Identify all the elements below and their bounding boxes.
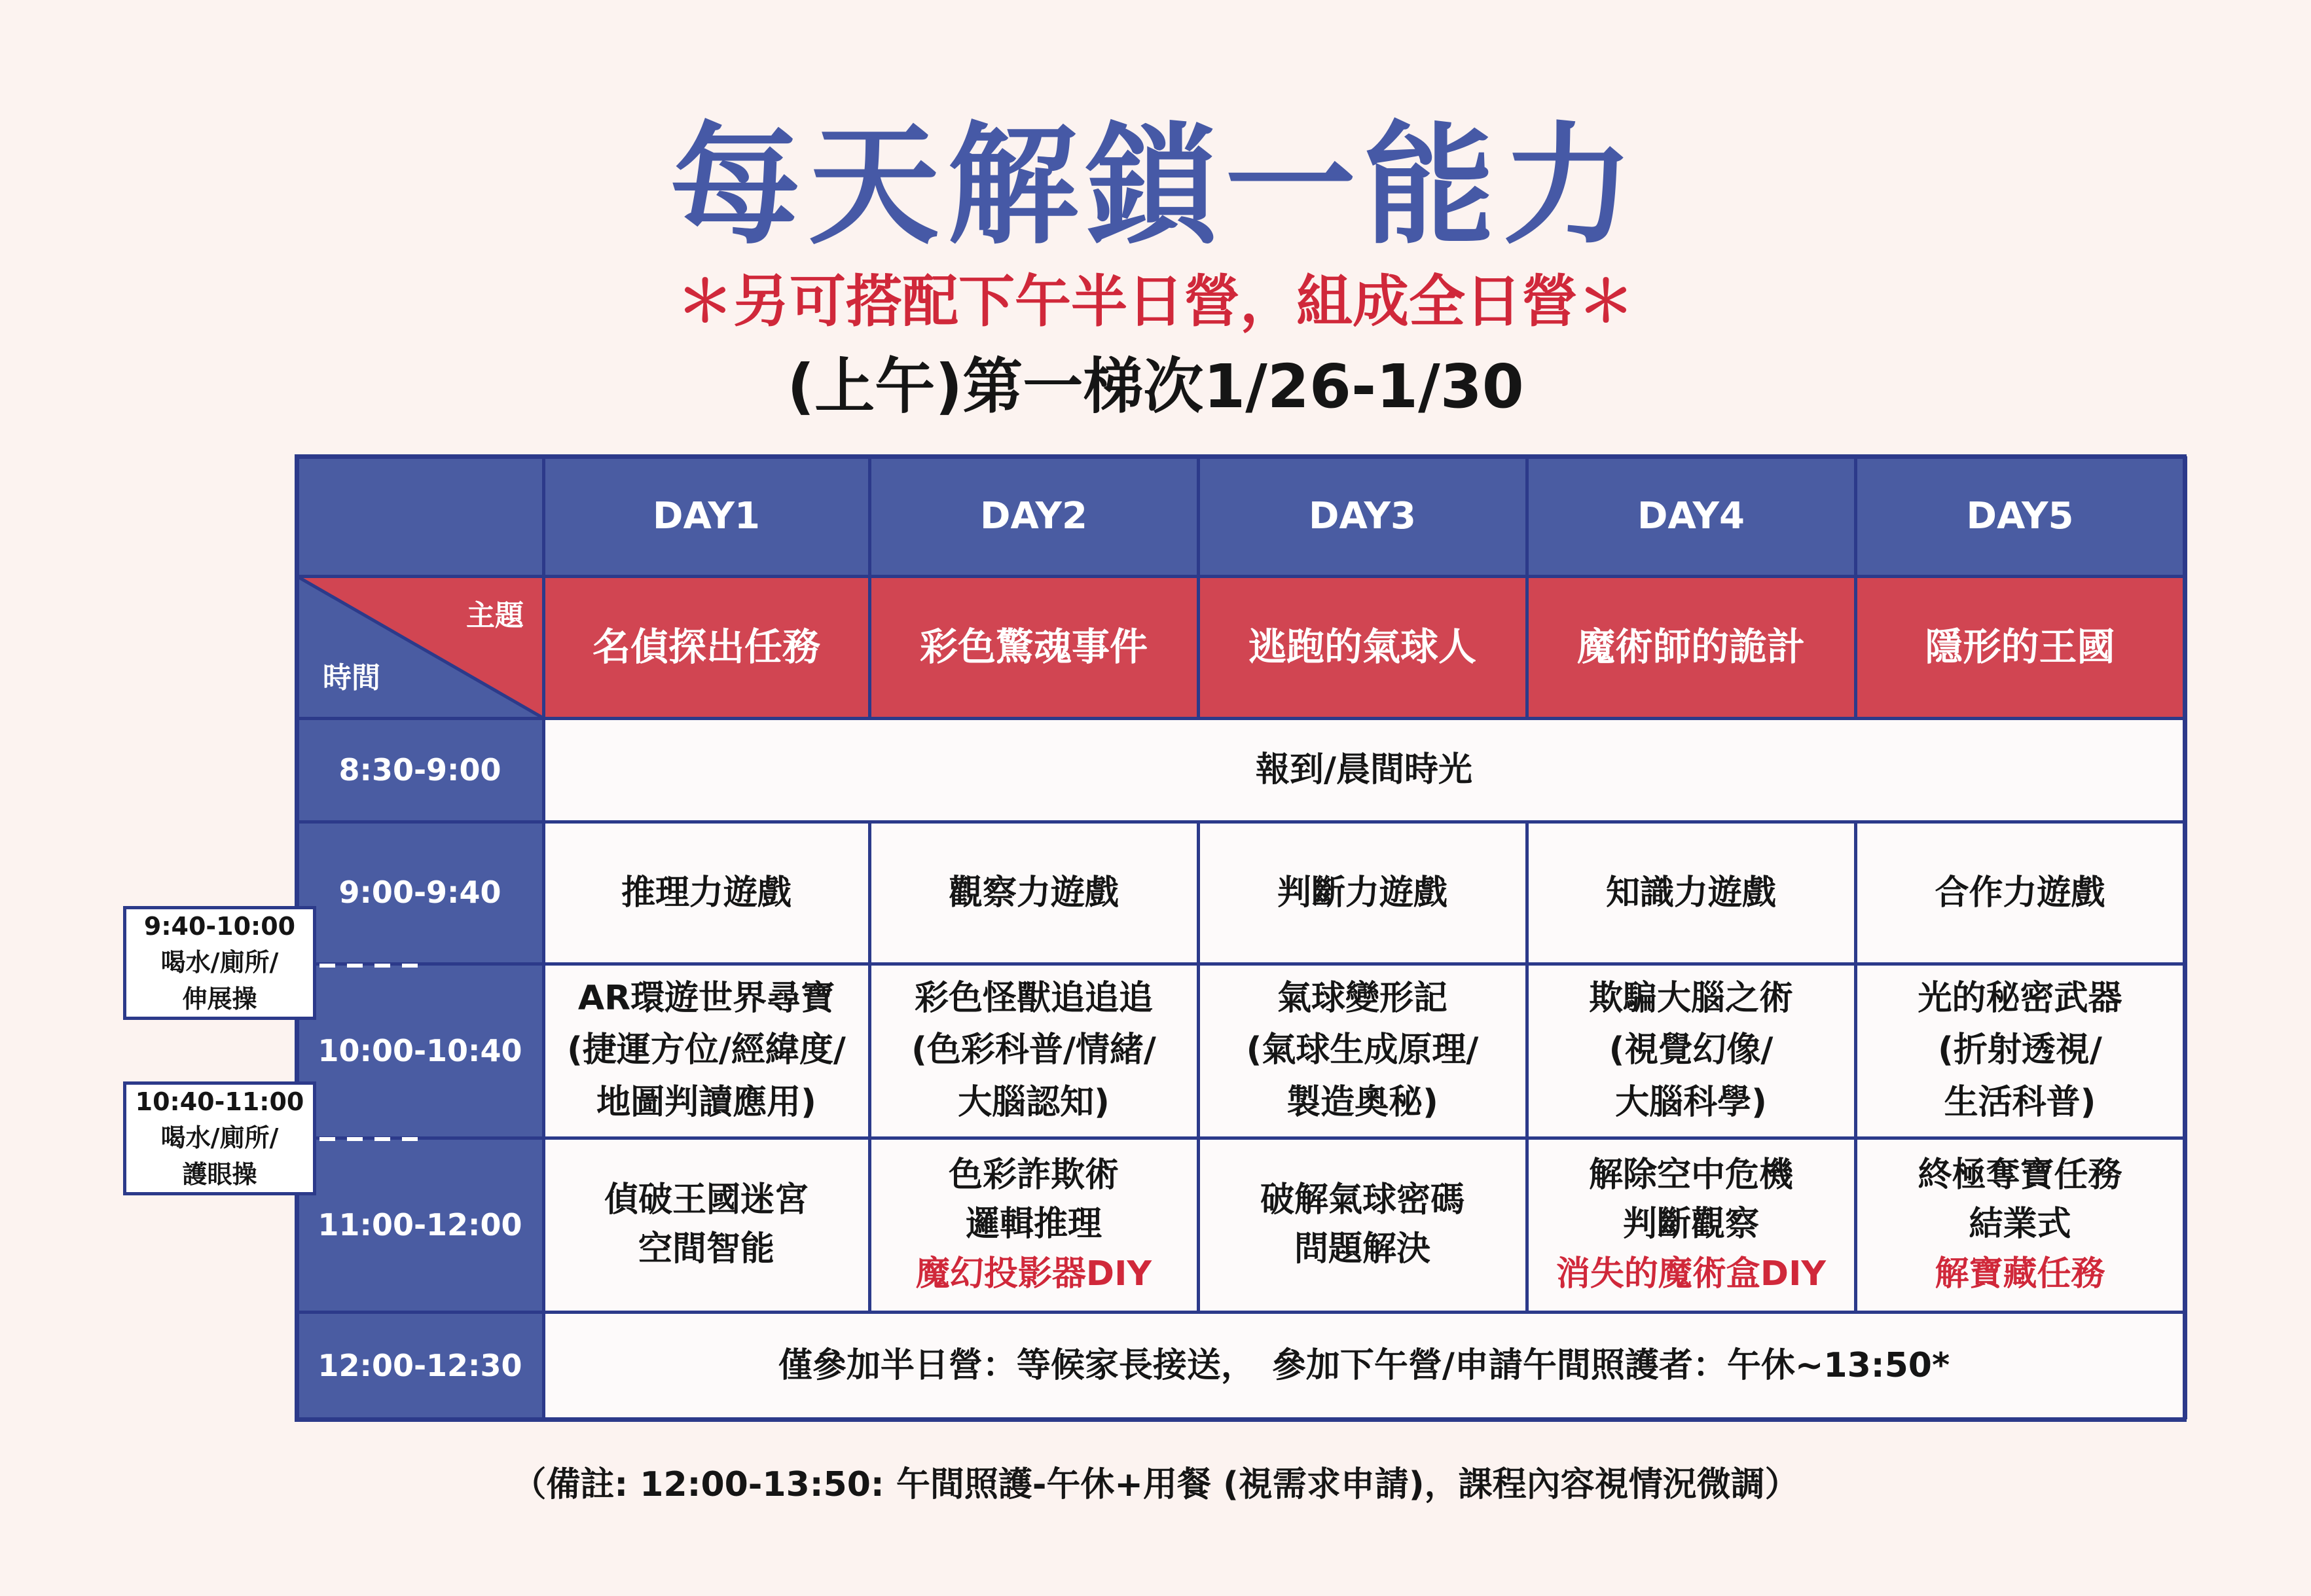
batch-dates: (上午)第一梯次1/26-1/30: [787, 352, 1524, 422]
activity-cell-3: [1198, 964, 1527, 1138]
mission-cell-5: [1855, 1138, 2185, 1312]
theme-cell-4: 魔術師的詭計: [1527, 576, 1855, 718]
cell-line: 製造奧秘): [1286, 1082, 1438, 1122]
cell-line: 彩色怪獸追追追: [914, 979, 1153, 1019]
cell-line: 解除空中危機: [1588, 1155, 1793, 1195]
grid-line: [1525, 456, 1529, 718]
cell-line: 空間智能: [638, 1229, 774, 1269]
grid-line: [295, 1136, 2187, 1140]
grid-line: [2183, 456, 2187, 1419]
grid-line: [1197, 456, 1200, 718]
break-connector-dash: [402, 964, 418, 968]
theme-cell-5: 隱形的王國: [1855, 576, 2185, 718]
activity-cell-1: [543, 964, 869, 1138]
day-header-1: DAY1: [543, 456, 869, 576]
page-title: 每天解鎖一能力: [669, 110, 1641, 263]
grid-line: [1525, 822, 1529, 1312]
day-header-2: DAY2: [869, 456, 1198, 576]
break-connector-dash: [374, 1137, 390, 1141]
cell-line: 破解氣球密碼: [1260, 1180, 1465, 1220]
break-line3: 伸展操: [182, 984, 257, 1013]
cell-line: 欺騙大腦之術: [1588, 979, 1793, 1019]
grid-line: [868, 456, 871, 718]
cell-line: 魔幻投影器DIY: [915, 1254, 1152, 1294]
time-cell-row5: 12:00-12:30: [297, 1312, 543, 1419]
time-cell-row2: 9:00-9:40: [297, 822, 543, 964]
theme-cell-3: 逃跑的氣球人: [1198, 576, 1527, 718]
activity-cell-5: [1855, 964, 2185, 1138]
time-cell-row4: 11:00-12:00: [297, 1138, 543, 1312]
break-connector-dash: [319, 964, 335, 968]
break-connector-dash: [319, 1137, 335, 1141]
cell-line: (氣球生成原理/: [1246, 1030, 1479, 1070]
pickup-cell: 僅參加半日營：等候家長接送， 參加下午營/申請午間照護者：午休~13:50*: [543, 1312, 2185, 1419]
cell-line: (視覺幻像/: [1609, 1030, 1774, 1070]
mission-cell-3: [1198, 1138, 1527, 1312]
grid-line: [295, 1417, 2187, 1422]
cell-line: (捷運方位/經緯度/: [567, 1030, 846, 1070]
grid-line: [295, 820, 2187, 824]
cell-line: 色彩詐欺術: [948, 1155, 1119, 1195]
grid-line: [295, 962, 2187, 966]
time-cell-row1: 8:30-9:00: [297, 718, 543, 822]
game-cell-1: 推理力遊戲: [543, 822, 869, 964]
game-cell-3: 判斷力遊戲: [1198, 822, 1527, 964]
cell-line: 地圖判讀應用): [596, 1082, 816, 1122]
mission-cell-2: [869, 1138, 1198, 1312]
cell-line: 大腦認知): [958, 1082, 1110, 1122]
break-time: 10:40-11:00: [135, 1087, 304, 1117]
grid-line: [1197, 822, 1200, 1312]
checkin-cell: 報到/晨間時光: [543, 718, 2185, 822]
cell-line: 判斷觀察: [1622, 1205, 1759, 1244]
break-line2: 喝水/廁所/: [160, 1123, 279, 1153]
grid-line: [295, 717, 2187, 720]
game-cell-5: 合作力遊戲: [1855, 822, 2185, 964]
day-header-5: DAY5: [1855, 456, 2185, 576]
cell-line: 偵破王國迷宮: [604, 1180, 809, 1220]
subtitle: ＊另可搭配下午半日營，組成全日營＊: [677, 269, 1634, 335]
cell-line: 解寶藏任務: [1935, 1254, 2105, 1294]
activity-cell-4: [1527, 964, 1855, 1138]
day-header-4: DAY4: [1527, 456, 1855, 576]
game-cell-4: 知識力遊戲: [1527, 822, 1855, 964]
grid-line: [542, 456, 545, 1419]
break-connector-dash: [347, 1137, 363, 1141]
cell-line: 光的秘密武器: [1918, 979, 2122, 1019]
grid-line: [295, 575, 2187, 578]
game-cell-2: 觀察力遊戲: [869, 822, 1198, 964]
break-time: 9:40-10:00: [143, 912, 296, 941]
cell-line: 大腦科學): [1615, 1082, 1767, 1122]
header-corner-diagonal: [297, 576, 543, 718]
theme-cell-1: 名偵探出任務: [543, 576, 869, 718]
footnote: （備註: 12:00-13:50: 午間照護-午休+用餐 (視需求申請)，課程內容視情況微調）: [512, 1465, 1799, 1504]
break-connector-dash: [374, 964, 390, 968]
header-corner-top: [297, 456, 543, 576]
cell-line: (色彩科普/情緒/: [911, 1030, 1156, 1070]
activity-cell-2: [869, 964, 1198, 1138]
grid-line: [295, 1311, 2187, 1314]
grid-line: [1854, 822, 1857, 1312]
grid-line: [1854, 456, 1857, 718]
break-line3: 護眼操: [182, 1159, 257, 1189]
cell-line: 終極奪寶任務: [1918, 1155, 2122, 1195]
break-line2: 喝水/廁所/: [160, 948, 279, 977]
time-cell-row3: 10:00-10:40: [297, 964, 543, 1138]
cell-line: 問題解決: [1294, 1229, 1430, 1269]
cell-line: 邏輯推理: [965, 1205, 1102, 1244]
cell-line: 結業式: [1969, 1205, 2071, 1244]
grid-line: [295, 454, 2187, 459]
break-connector-dash: [402, 1137, 418, 1141]
time-label: 時間: [323, 661, 380, 695]
cell-line: 生活科普): [1944, 1082, 2096, 1122]
grid-line: [868, 822, 871, 1312]
cell-line: (折射透視/: [1938, 1030, 2102, 1070]
theme-label: 主題: [466, 599, 524, 632]
break-connector-dash: [347, 964, 363, 968]
break-box-2: [123, 1081, 316, 1195]
cell-line: 消失的魔術盒DIY: [1556, 1254, 1827, 1294]
cell-line: AR環遊世界尋寶: [577, 979, 835, 1019]
day-header-3: DAY3: [1198, 456, 1527, 576]
cell-line: 氣球變形記: [1277, 979, 1447, 1019]
mission-cell-4: [1527, 1138, 1855, 1312]
theme-cell-2: 彩色驚魂事件: [869, 576, 1198, 718]
break-box-1: [123, 906, 316, 1020]
mission-cell-1: [543, 1138, 869, 1312]
